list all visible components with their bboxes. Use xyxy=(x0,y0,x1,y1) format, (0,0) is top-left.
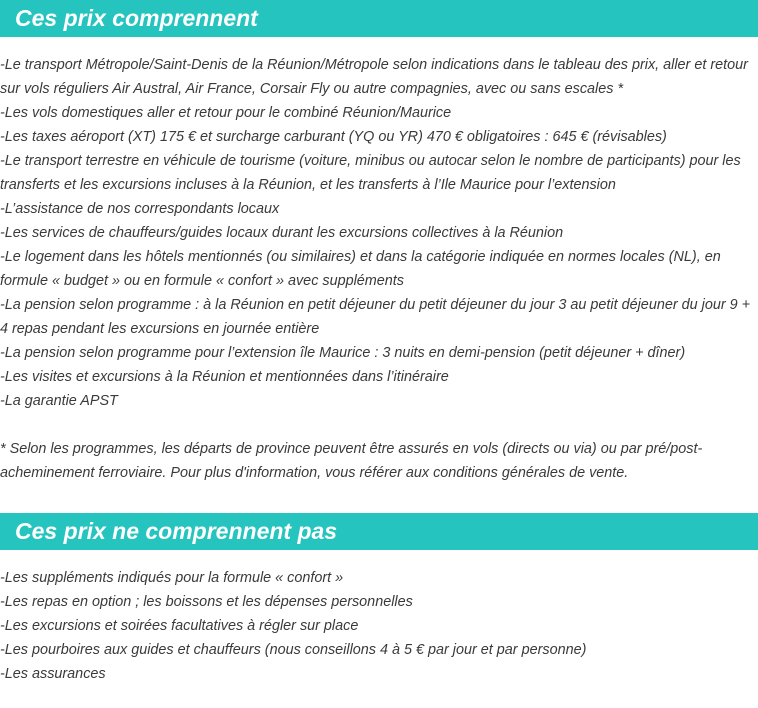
excluded-body xyxy=(0,550,758,686)
list-item: -Les taxes aéroport (XT) 175 € et surcharge carburant (YQ ou YR) 470 € obligatoires : 645 € (révisables) xyxy=(0,129,667,145)
list-item: -Les assurances xyxy=(0,666,106,682)
footnote: * Selon les programmes, les départs de province peuvent être assurés en vols (directs ou via) ou par pré/post-acheminement ferroviaire. Pour plus d'information, vous référer aux conditions générales de vente. xyxy=(0,441,703,481)
spacer xyxy=(0,413,758,437)
excluded-header: Ces prix ne comprennent pas xyxy=(0,513,758,550)
list-item: -Les vols domestiques aller et retour pour le combiné Réunion/Maurice xyxy=(0,105,452,121)
list-item: -Les excursions et soirées facultatives à régler sur place xyxy=(0,618,359,634)
list-item: -Le transport Métropole/Saint-Denis de la Réunion/Métropole selon indications dans le tableau des prix, aller et retour sur vols réguliers Air Austral, Air France, Corsair Fly ou autre compagnies, avec ou sans escales * xyxy=(0,57,748,97)
list-item: -Les suppléments indiqués pour la formule « confort » xyxy=(0,570,344,586)
list-item: -L’assistance de nos correspondants locaux xyxy=(0,201,280,217)
list-item: -Le transport terrestre en véhicule de tourisme (voiture, minibus ou autocar selon le nombre de participants) pour les transferts et les excursions incluses à la Réunion, et les transferts à l’Ile Maurice pour l’extension xyxy=(0,153,741,193)
section-gap xyxy=(0,485,758,513)
excluded-section xyxy=(0,513,758,686)
list-item: -Le logement dans les hôtels mentionnés (ou similaires) et dans la catégorie indiquée en normes locales (NL), en formule « budget » ou en formule « confort » avec suppléments xyxy=(0,249,721,289)
list-item: -Les pourboires aux guides et chauffeurs (nous conseillons 4 à 5 € par jour et par personne) xyxy=(0,642,587,658)
list-item: -La garantie APST xyxy=(0,393,118,409)
included-header: Ces prix comprennent xyxy=(0,0,758,37)
list-item: -La pension selon programme pour l’extension île Maurice : 3 nuits en demi-pension (petit déjeuner + dîner) xyxy=(0,345,686,361)
list-item: -Les visites et excursions à la Réunion et mentionnées dans l’itinéraire xyxy=(0,369,449,385)
included-body xyxy=(0,37,758,485)
list-item: -Les repas en option ; les boissons et les dépenses personnelles xyxy=(0,594,413,610)
list-item: -La pension selon programme : à la Réunion en petit déjeuner du petit déjeuner du jour 3 au petit déjeuner du jour 9 + 4 repas pendant les excursions en journée entière xyxy=(0,297,751,337)
list-item: -Les services de chauffeurs/guides locaux durant les excursions collectives à la Réunion xyxy=(0,225,564,241)
